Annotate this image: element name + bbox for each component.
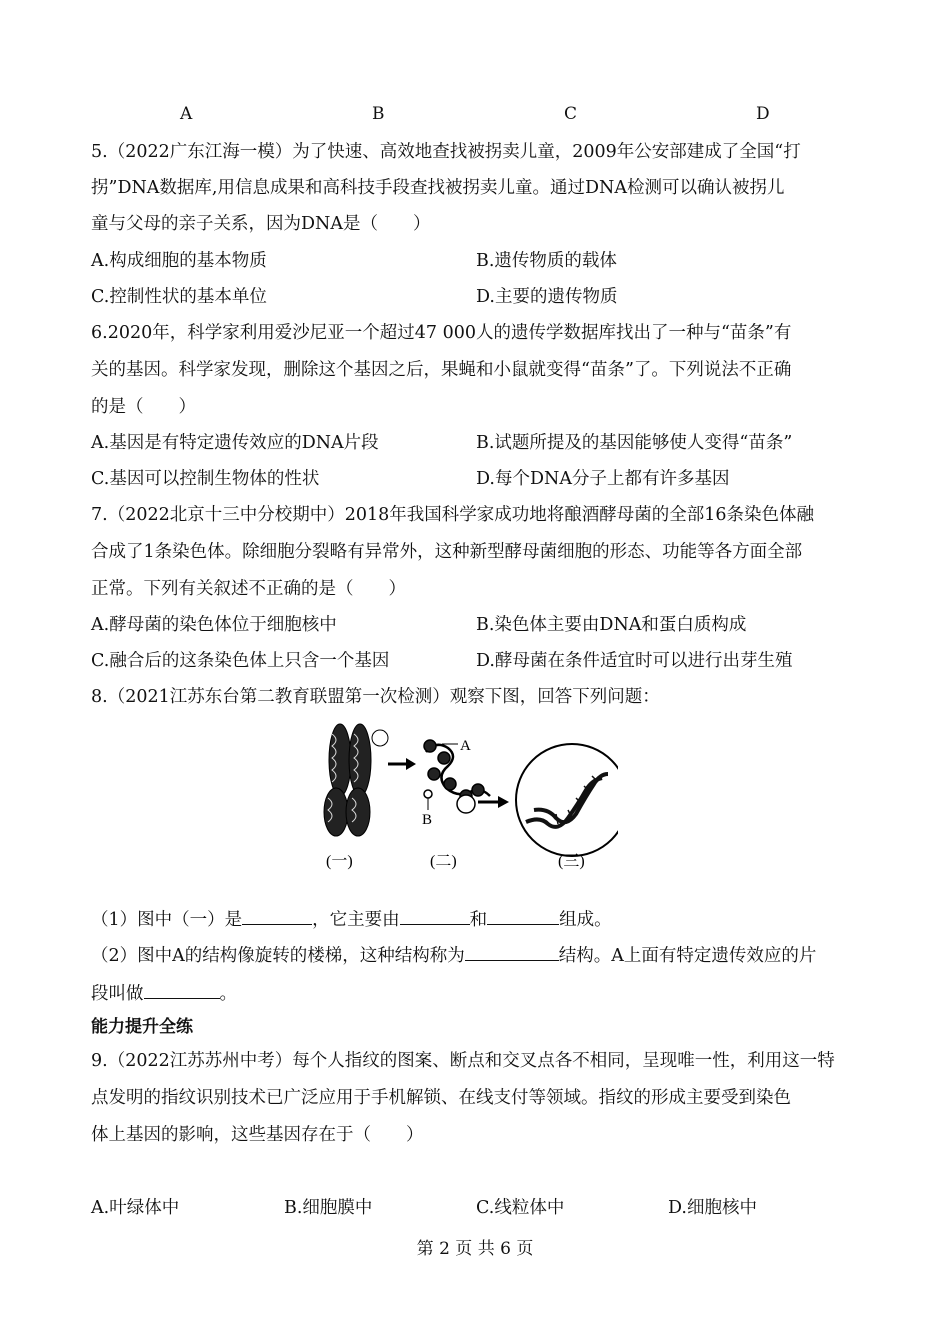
q8-sub1-text-3: 和 (469, 910, 488, 930)
arrow-1 (388, 758, 416, 770)
q9-option-d[interactable]: D.细胞核中 (668, 1198, 757, 1218)
q8-sub2-text-4: 。 (219, 984, 237, 1004)
label-a: A (460, 738, 471, 754)
q8-sub2-line-1 (91, 942, 816, 968)
q6-stem-line-2: 关的基因。科学家发现，删除这个基因之后，果蝇和小鼠就变得“苗条”了。下列说法不正确 (91, 360, 792, 380)
caption-3: (三) (558, 853, 585, 870)
q6-option-d[interactable]: D.每个DNA分子上都有许多基因 (476, 469, 730, 489)
q6-stem-line-1: 6.2020年，科学家利用爱沙尼亚一个超过47 000人的遗传学数据库找出了一种与“苗条”有 (91, 323, 792, 343)
q5-stem-line-3: 童与父母的亲子关系，因为DNA是（ ） (91, 214, 431, 234)
section-title: 能力提升全练 (91, 1017, 193, 1037)
q6-option-c[interactable]: C.基因可以控制生物体的性状 (91, 469, 320, 489)
q8-stem: 8.（2021江苏东台第二教育联盟第一次检测）观察下图，回答下列问题： (91, 687, 660, 707)
q7-stem-line-2: 合成了1条染色体。除细胞分裂略有异常外，这种新型酵母菌细胞的形态、功能等各方面全部 (91, 542, 803, 562)
q9-option-b[interactable]: B.细胞膜中 (284, 1198, 373, 1218)
answer-blank[interactable] (400, 906, 470, 925)
q6-option-b[interactable]: B.试题所提及的基因能够使人变得“苗条” (476, 433, 793, 453)
caption-1: (一) (326, 853, 353, 870)
q9-stem-line-1: 9.（2022江苏苏州中考）每个人指纹的图案、断点和交叉点各不相同，呈现唯一性，利用这一特 (91, 1051, 835, 1071)
caption-2: (二) (430, 853, 457, 870)
q9-option-a[interactable]: A.叶绿体中 (91, 1198, 180, 1218)
q9-stem-line-2: 点发明的指纹识别技术已广泛应用于手机解锁、在线支付等领域。指纹的形成主要受到染色 (91, 1088, 791, 1108)
q7-option-b[interactable]: B.染色体主要由DNA和蛋白质构成 (476, 615, 747, 635)
q8-sub1-text-4: 组成。 (559, 910, 612, 930)
q5-stem-line-1: 5.（2022广东江海一模）为了快速、高效地查找被拐卖儿童，2009年公安部建成了全国“打 (91, 142, 801, 162)
q9-stem-line-3: 体上基因的影响，这些基因存在于（ ） (91, 1125, 424, 1145)
q8-sub1-text-2: ，它主要由 (312, 910, 400, 930)
page-footer: 第 2 页 共 6 页 (416, 1239, 534, 1259)
q8-sub2-text-1: （2）图中A的结构像旋转的楼梯，这种结构称为 (91, 946, 465, 966)
q5-option-d[interactable]: D.主要的遗传物质 (476, 287, 618, 307)
q6-stem-line-3: 的是（ ） (91, 397, 196, 417)
arrow-2 (478, 796, 509, 808)
q5-option-a[interactable]: A.构成细胞的基本物质 (91, 251, 267, 271)
q5-option-c[interactable]: C.控制性状的基本单位 (91, 287, 267, 307)
answer-blank[interactable] (242, 906, 312, 925)
q7-option-a[interactable]: A.酵母菌的染色体位于细胞核中 (91, 615, 337, 635)
answer-blank[interactable] (487, 906, 559, 925)
q8-sub2-text-2: 结构。A上面有特定遗传效应的片 (558, 946, 817, 966)
q7-option-c[interactable]: C.融合后的这条染色体上只含一个基因 (91, 651, 390, 671)
chromosome-dna-diagram (318, 714, 618, 874)
q8-sub1-text-1: （1）图中（一）是 (91, 910, 243, 930)
q8-sub2-text-3: 段叫做 (91, 984, 144, 1004)
q5-option-b[interactable]: B.遗传物质的载体 (476, 251, 617, 271)
chromosome-dna-figure (318, 714, 618, 874)
choice-letter-d: D (756, 104, 770, 124)
label-b: B (422, 812, 433, 828)
dna-helix-drawing (516, 744, 618, 856)
q9-option-c[interactable]: C.线粒体中 (476, 1198, 565, 1218)
choice-letter-c: C (564, 104, 578, 124)
q7-stem-line-1: 7.（2022北京十三中分校期中）2018年我国科学家成功地将酿酒酵母菌的全部16条染色体融 (91, 505, 815, 525)
answer-blank[interactable] (465, 942, 559, 961)
q5-stem-line-2: 拐”DNA数据库,用信息成果和高科技手段查找被拐卖儿童。通过DNA检测可以确认被拐儿 (91, 178, 785, 198)
q7-option-d[interactable]: D.酵母菌在条件适宜时可以进行出芽生殖 (476, 651, 793, 671)
choice-letter-a: A (180, 104, 193, 124)
chromosome-drawing (324, 724, 388, 836)
answer-blank[interactable] (144, 980, 220, 999)
q8-sub1 (91, 906, 612, 932)
q6-option-a[interactable]: A.基因是有特定遗传效应的DNA片段 (91, 433, 379, 453)
q8-sub2-line-2 (91, 980, 237, 1006)
choice-letter-b: B (372, 104, 385, 124)
q7-stem-line-3: 正常。下列有关叙述不正确的是（ ） (91, 579, 406, 599)
